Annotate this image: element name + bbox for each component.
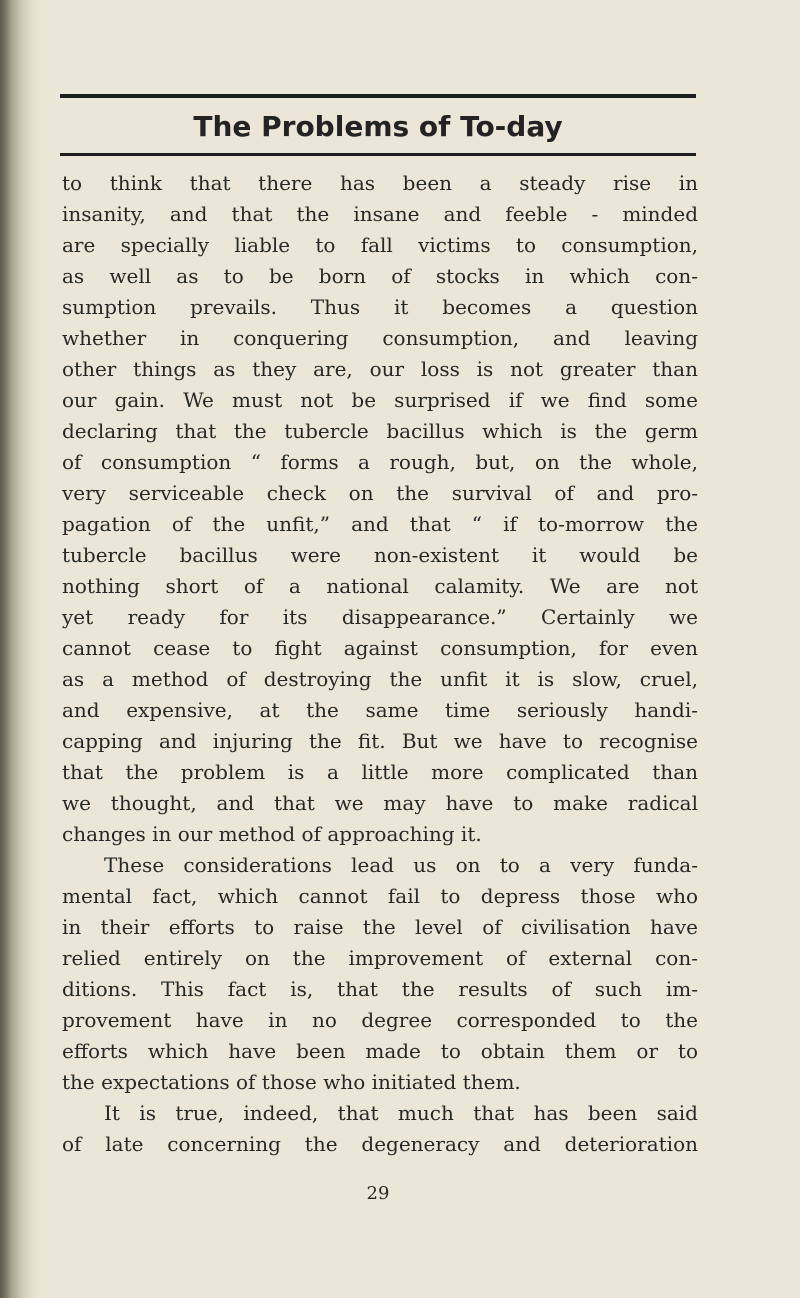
text-line: and expensive, at the same time seriously handi-: [62, 698, 698, 722]
text-line: whether in conquering consumption, and leaving: [62, 326, 698, 350]
text-line: we thought, and that we may have to make radical: [62, 791, 698, 815]
text-line: that the problem is a little more complicated than: [62, 760, 698, 784]
text-line: yet ready for its disappearance.” Certainly we: [62, 605, 698, 629]
header-rule-bottom: [60, 153, 696, 156]
text-line: changes in our method of approaching it.: [62, 822, 482, 846]
text-line: of late concerning the degeneracy and deterioration: [62, 1132, 698, 1156]
text-line: nothing short of a national calamity. We are not: [62, 574, 698, 598]
text-line: These considerations lead us on to a very funda-: [104, 853, 698, 877]
text-line: to think that there has been a steady rise in: [62, 171, 698, 195]
header-rule-top: [60, 94, 696, 98]
text-line: capping and injuring the fit. But we have to recognise: [62, 729, 698, 753]
text-line: of consumption “ forms a rough, but, on the whole,: [62, 450, 698, 474]
text-line: mental fact, which cannot fail to depress those who: [62, 884, 698, 908]
text-line: our gain. We must not be surprised if we find some: [62, 388, 698, 412]
text-line: insanity, and that the insane and feeble - minded: [62, 202, 698, 226]
running-header: The Problems of To-day: [193, 110, 563, 143]
text-line: as well as to be born of stocks in which con-: [62, 264, 698, 288]
text-line: are specially liable to fall victims to consumption,: [62, 233, 698, 257]
text-line: cannot cease to fight against consumption, for even: [62, 636, 698, 660]
body-text: [62, 168, 698, 1160]
page-number: 29: [366, 1183, 390, 1204]
text-line: provement have in no degree corresponded to the: [62, 1008, 698, 1032]
text-line: It is true, indeed, that much that has been said: [104, 1101, 698, 1125]
text-line: tubercle bacillus were non-existent it would be: [62, 543, 698, 567]
text-line: the expectations of those who initiated them.: [62, 1070, 521, 1094]
text-line: pagation of the unfit,” and that “ if to-morrow the: [62, 512, 698, 536]
text-line: other things as they are, our loss is not greater than: [62, 357, 698, 381]
text-line: very serviceable check on the survival of and pro-: [62, 481, 698, 505]
text-line: efforts which have been made to obtain them or to: [62, 1039, 698, 1063]
text-line: as a method of destroying the unfit it is slow, cruel,: [62, 667, 698, 691]
text-line: ditions. This fact is, that the results of such im-: [62, 977, 698, 1001]
text-line: relied entirely on the improvement of external con-: [62, 946, 698, 970]
book-spine-shadow: [0, 0, 40, 1298]
text-line: declaring that the tubercle bacillus which is the germ: [62, 419, 698, 443]
text-line: in their efforts to raise the level of civilisation have: [62, 915, 698, 939]
text-line: sumption prevails. Thus it becomes a question: [62, 295, 698, 319]
